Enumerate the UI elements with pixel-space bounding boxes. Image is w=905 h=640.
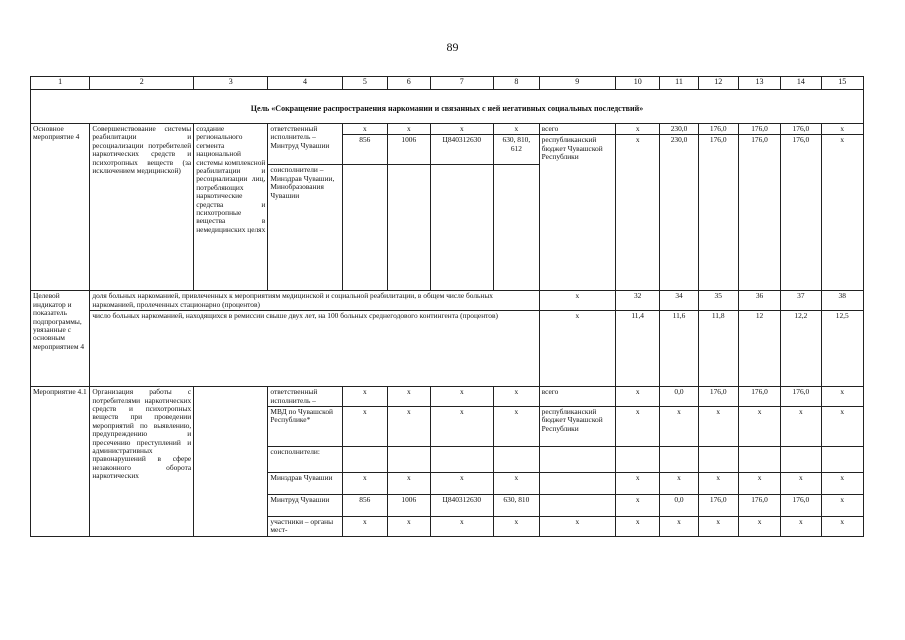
cell-value: 176,0 — [738, 124, 780, 135]
cell-value: 630, 810 — [494, 495, 540, 517]
cell-value: 11,4 — [615, 311, 660, 387]
cell-value: x — [615, 473, 660, 495]
cell-value: x — [738, 407, 780, 447]
cell-value: x — [494, 387, 540, 407]
cell-value: x — [430, 407, 494, 447]
goal-title: Цель «Сокращение распространения наркомании и связанных с ней негативных социальных последствий» — [31, 90, 864, 124]
cell-value: x — [821, 387, 864, 407]
cell-value: 176,0 — [781, 387, 821, 407]
indicator-text: доля больных наркоманией, привлеченных к мероприятиям медицинской и социальной реабилитации, в общем числе больных наркоманией, пролеченных стационарно (процентов) — [90, 291, 539, 311]
cell-value: x — [660, 407, 698, 447]
funding-source: всего — [539, 124, 615, 135]
empty-cell — [430, 447, 494, 473]
cell-value: 12,2 — [781, 311, 821, 387]
header-cell: 1 — [31, 77, 90, 90]
empty-cell — [821, 447, 864, 473]
empty-cell — [539, 473, 615, 495]
cell-value: x — [821, 517, 864, 537]
header-cell: 3 — [194, 77, 268, 90]
cell-value: x — [821, 473, 864, 495]
cell-value: 230,0 — [660, 124, 698, 135]
cell-value: 230,0 — [660, 135, 698, 291]
cell-value: x — [698, 517, 738, 537]
cell-value: x — [660, 473, 698, 495]
cell-value: 0,0 — [660, 387, 698, 407]
header-cell: 10 — [615, 77, 660, 90]
measure-title: Мероприятие 4.1 — [31, 387, 90, 537]
co-executors: соисполнители: — [268, 447, 342, 473]
cell-value: 176,0 — [781, 124, 821, 135]
cell-value: x — [738, 473, 780, 495]
header-cell: 5 — [342, 77, 388, 90]
empty-cell — [615, 447, 660, 473]
cell-value: x — [494, 407, 540, 447]
cell-value: x — [698, 473, 738, 495]
cell-value: 1006 — [388, 495, 430, 517]
empty-cell — [494, 447, 540, 473]
measure-title: Основное мероприятие 4 — [31, 124, 90, 291]
cell-value: 176,0 — [781, 495, 821, 517]
cell-value: 38 — [821, 291, 864, 311]
co-executor: Минздрав Чувашии — [268, 473, 342, 495]
cell-value: x — [539, 291, 615, 311]
responsible-executor: ответственный исполнитель – — [268, 387, 342, 407]
empty-cell — [738, 447, 780, 473]
cell-value: Ц840312630 — [430, 495, 494, 517]
cell-value: x — [494, 473, 540, 495]
cell-value: x — [388, 124, 430, 135]
cell-value: Ц840312630 — [430, 135, 494, 165]
cell-value: 856 — [342, 135, 388, 165]
cell-value: x — [660, 517, 698, 537]
cell-value: 176,0 — [781, 135, 821, 291]
goal-row — [31, 90, 864, 124]
cell-value: 630, 810, 612 — [494, 135, 540, 165]
empty-cell — [781, 447, 821, 473]
cell-value: x — [821, 124, 864, 135]
cell-value: x — [388, 407, 430, 447]
indicator-text: число больных наркоманией, находящихся в ремиссии свыше двух лет, на 100 больных среднегодового контингента (процентов) — [90, 311, 539, 387]
cell-value: 11,6 — [660, 311, 698, 387]
cell-value: x — [738, 517, 780, 537]
cell-value: 176,0 — [698, 135, 738, 291]
co-executor: Минтруд Чувашии — [268, 495, 342, 517]
empty-cell — [539, 495, 615, 517]
cell-value: x — [494, 124, 540, 135]
header-cell: 12 — [698, 77, 738, 90]
cell-value: x — [615, 387, 660, 407]
measure-description: Совершенствование системы реабилитации и ресоциализации потребителей наркотических средств и психотропных веществ (за исключением медицинской) — [90, 124, 194, 291]
empty-cell — [342, 165, 388, 291]
cell-value: x — [781, 473, 821, 495]
cell-value: 176,0 — [738, 387, 780, 407]
cell-value: 12 — [738, 311, 780, 387]
funding-source: республиканский бюджет Чувашской Республики — [539, 135, 615, 291]
cell-value: x — [615, 135, 660, 291]
cell-value: 176,0 — [698, 124, 738, 135]
cell-value: x — [342, 517, 388, 537]
cell-value: x — [342, 124, 388, 135]
cell-value: x — [342, 387, 388, 407]
responsible-executor: ответственный исполнитель – Минтруд Чувашии — [268, 124, 342, 165]
cell-value: 0,0 — [660, 495, 698, 517]
cell-value: 176,0 — [698, 387, 738, 407]
table-row — [31, 387, 864, 407]
empty-cell — [494, 165, 540, 291]
cell-value: x — [342, 407, 388, 447]
cell-value: x — [388, 517, 430, 537]
header-cell: 9 — [539, 77, 615, 90]
cell-value: x — [821, 135, 864, 291]
funding-source: республиканский бюджет Чувашской Республики — [539, 407, 615, 447]
cell-value: 1006 — [388, 135, 430, 165]
header-cell: 7 — [430, 77, 494, 90]
header-cell: 13 — [738, 77, 780, 90]
indicator-row — [31, 291, 864, 311]
empty-cell — [660, 447, 698, 473]
header-cell: 4 — [268, 77, 342, 90]
page-number: 89 — [446, 40, 459, 54]
cell-value: 176,0 — [738, 495, 780, 517]
responsible-executor: МВД по Чувашской Республике* — [268, 407, 342, 447]
header-cell: 11 — [660, 77, 698, 90]
empty-cell — [430, 165, 494, 291]
measure-result: создание регионального сегмента национальной системы комплексной реабилитации и ресоциализации лиц, потребляющих наркотические средства и психотропные вещества в немедицинских целях — [194, 124, 268, 291]
cell-value: 35 — [698, 291, 738, 311]
co-executors: соисполнители – Минздрав Чувашии, Минобразования Чувашии — [268, 165, 342, 291]
cell-value: x — [494, 517, 540, 537]
cell-value: x — [539, 311, 615, 387]
program-table — [30, 76, 864, 537]
empty-cell — [342, 447, 388, 473]
empty-cell — [194, 387, 268, 537]
cell-value: 11,8 — [698, 311, 738, 387]
cell-value: x — [388, 387, 430, 407]
cell-value: 856 — [342, 495, 388, 517]
cell-value: x — [615, 517, 660, 537]
measure-description: Организация работы с потребителями наркотических средств и психотропных веществ при проведении мероприятий по выявлению, предупреждению и пресечению преступлений и административных правонарушений в сфере незаконного оборота наркотических — [90, 387, 194, 537]
cell-value: x — [430, 124, 494, 135]
cell-value: x — [430, 473, 494, 495]
cell-value: 36 — [738, 291, 780, 311]
cell-value: x — [781, 517, 821, 537]
funding-source: всего — [539, 387, 615, 407]
header-cell: 15 — [821, 77, 864, 90]
cell-value: x — [615, 495, 660, 517]
funding-source: x — [539, 517, 615, 537]
header-cell: 8 — [494, 77, 540, 90]
cell-value: x — [430, 517, 494, 537]
participants: участники – органы мест- — [268, 517, 342, 537]
cell-value: x — [698, 407, 738, 447]
cell-value: x — [615, 124, 660, 135]
cell-value: x — [342, 473, 388, 495]
header-row — [31, 77, 864, 90]
table-row — [31, 124, 864, 135]
cell-value: x — [388, 473, 430, 495]
header-cell: 14 — [781, 77, 821, 90]
empty-cell — [388, 447, 430, 473]
cell-value: 37 — [781, 291, 821, 311]
header-cell: 2 — [90, 77, 194, 90]
cell-value: 12,5 — [821, 311, 864, 387]
cell-value: x — [430, 387, 494, 407]
cell-value: 34 — [660, 291, 698, 311]
cell-value: x — [615, 407, 660, 447]
cell-value: x — [781, 407, 821, 447]
indicator-title: Целевой индикатор и показатель подпрограммы, увязанные с основным мероприятием 4 — [31, 291, 90, 387]
cell-value: x — [821, 495, 864, 517]
empty-cell — [698, 447, 738, 473]
indicator-row — [31, 311, 864, 387]
header-cell: 6 — [388, 77, 430, 90]
cell-value: 32 — [615, 291, 660, 311]
cell-value: 176,0 — [738, 135, 780, 291]
cell-value: 176,0 — [698, 495, 738, 517]
empty-cell — [388, 165, 430, 291]
cell-value: x — [821, 407, 864, 447]
empty-cell — [539, 447, 615, 473]
